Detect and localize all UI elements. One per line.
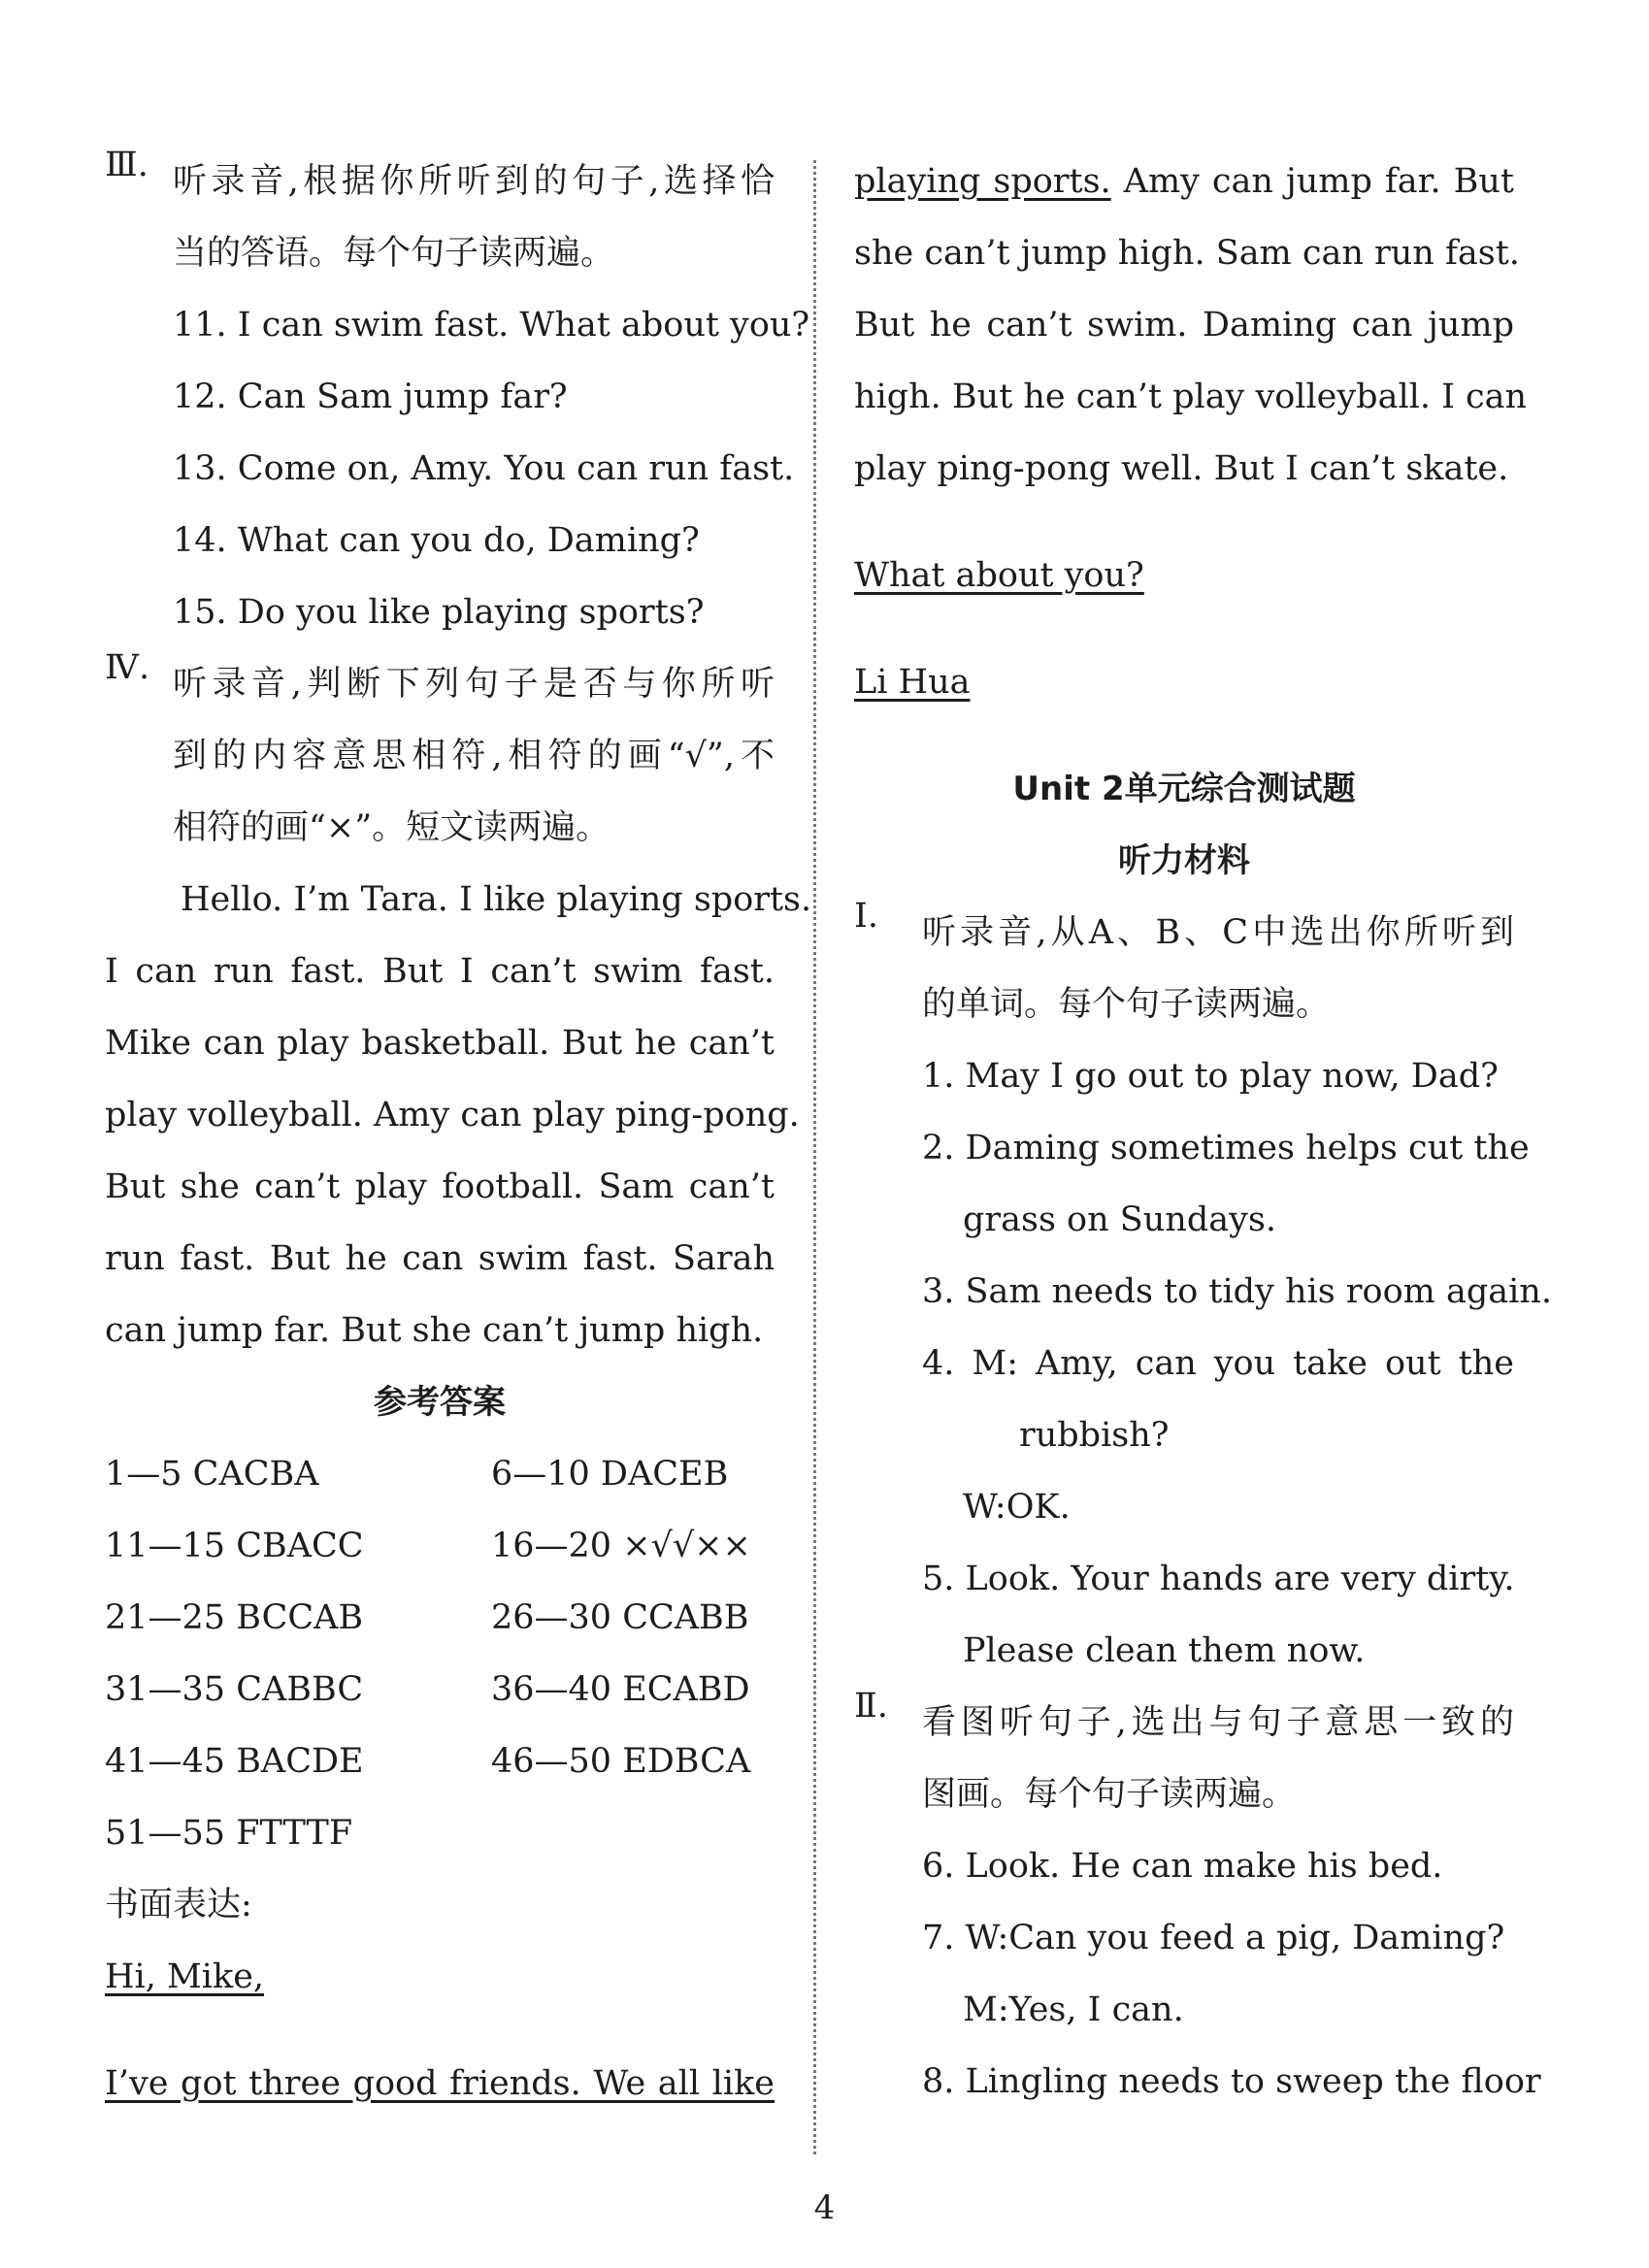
passage-line: can jump far. But she can’t jump high. [105,1311,764,1350]
column-divider [813,160,816,2154]
section-subtitle: 听力材料 [1118,841,1250,880]
answer-row [105,1654,775,1726]
spacer [854,611,1514,646]
instruction-line: 当的答语。每个句子读两遍。 [173,234,615,273]
passage-line: I can run fast. But I can’t swim fast. [105,952,775,991]
answer-cell: 31—35 CABBC [105,1670,364,1709]
answer-cell: 41—45 BACDE [105,1742,364,1781]
letter-line: I’ve got three good friends. We all like [105,2064,775,2103]
spacer [854,718,1514,753]
question-7-reply: M:Yes, I can. [963,1990,1184,2029]
instruction-line: 听录音,判断下列句子是否与你所听 [173,665,775,704]
question-11: 11. I can swim fast. What about you? [173,306,810,345]
question-7: 7. W:Can you feed a pig, Daming? [922,1919,1505,1957]
signature-text: Li Hua [854,663,971,702]
question-2-continued: grass on Sundays. [963,1200,1276,1239]
passage-line: Hello. I’m Tara. I like playing sports. [181,880,812,919]
instruction-line: 图画。每个句子读两遍。 [922,1775,1297,1814]
answer-cell: 16—20 ×√√×× [491,1527,751,1565]
answer-cell: 6—10 DACEB [491,1455,729,1494]
letter-closing [854,540,1514,611]
listening-passage [105,864,812,1366]
question-12: 12. Can Sam jump far? [173,378,568,416]
letter-greeting [105,1941,775,2013]
question-2: 2. Daming sometimes helps cut the [922,1129,1530,1167]
question-15: 15. Do you like playing sports? [173,593,705,632]
answers-title: 参考答案 [374,1383,506,1422]
passage-line: Mike can play basketball. But he can’t [105,1024,775,1063]
answer-row [105,1510,775,1582]
question-1: 1. May I go out to play now, Dad? [922,1057,1499,1096]
answer-cell: 51—55 FTTTF [105,1814,353,1853]
greeting-text: Hi, Mike, [105,1957,265,1996]
section-1-instructions [854,897,1514,1040]
question-3: 3. Sam needs to tidy his room again. [922,1272,1552,1311]
answer-cell: 11—15 CBACC [105,1527,364,1565]
instruction-line: 听录音,根据你所听到的句子,选择恰 [173,162,775,201]
answer-key [105,1438,775,1869]
writing-label: 书面表达: [105,1886,252,1924]
letter-line: play ping-pong well. But I can’t skate. [854,449,1509,488]
page-number: 4 [813,2188,836,2227]
answer-cell: 46—50 EDBCA [491,1742,751,1781]
question-8: 8. Lingling needs to sweep the floor [922,2062,1541,2101]
question-4-continued: rubbish? [1019,1416,1170,1455]
section-number: Ⅰ. [854,897,878,936]
section-number: Ⅱ. [854,1687,888,1726]
question-5-continued: Please clean them now. [963,1631,1366,1670]
question-14: 14. What can you do, Daming? [173,521,700,560]
letter-continuation [854,146,1528,505]
section-3-instructions [105,146,775,289]
instruction-line: 听录音,从A、B、C中选出你所听到 [922,913,1514,952]
section-2-instructions [854,1687,1514,1830]
closing-text: What about you? [854,556,1144,595]
question-4-reply: W:OK. [963,1488,1071,1527]
letter-line: But he can’t swim. Daming can jump [854,306,1514,345]
question-5: 5. Look. Your hands are very dirty. [922,1560,1515,1598]
answer-row [105,1438,775,1510]
instruction-line: 相符的画“×”。短文读两遍。 [173,808,610,847]
left-column [105,146,812,2120]
letter-line [854,146,1514,217]
letter-signature [854,646,1514,718]
right-column [854,146,1552,2118]
letter-line: she can’t jump high. Sam can run fast. [854,234,1520,273]
passage-line: play volleyball. Amy can play ping-pong. [105,1096,800,1134]
answer-cell: 26—30 CCABB [491,1598,749,1637]
passage-line: run fast. But he can swim fast. Sarah [105,1239,775,1278]
section-number: Ⅳ. [105,648,150,687]
answer-row [105,1582,775,1654]
answer-cell: 21—25 BCCAB [105,1598,364,1637]
passage-line: But she can’t play football. Sam can’t [105,1167,775,1206]
letter-text: Amy can jump far. But [1110,162,1514,201]
spacer [854,505,1514,540]
answer-row [105,1797,775,1869]
unit-title: Unit 2单元综合测试题 [1012,770,1356,808]
answer-cell: 1—5 CACBA [105,1455,319,1494]
instruction-line: 看图听句子,选出与句子意思一致的 [922,1703,1514,1742]
question-13: 13. Come on, Amy. You can run fast. [173,449,795,488]
instruction-line: 到的内容意思相符,相符的画“√”,不 [173,737,775,775]
underlined-text: playing sports. [854,162,1111,201]
answer-cell: 36—40 ECABD [491,1670,750,1709]
question-6: 6. Look. He can make his bed. [922,1847,1443,1886]
letter-line: high. But he can’t play volleyball. I can [854,378,1528,416]
spacer [105,2013,775,2048]
section-4-instructions [105,648,775,864]
answer-row [105,1726,775,1797]
question-4: 4. M: Amy, can you take out the [922,1344,1514,1383]
section-number: Ⅲ. [105,146,148,184]
instruction-line: 的单词。每个句子读两遍。 [922,985,1331,1024]
